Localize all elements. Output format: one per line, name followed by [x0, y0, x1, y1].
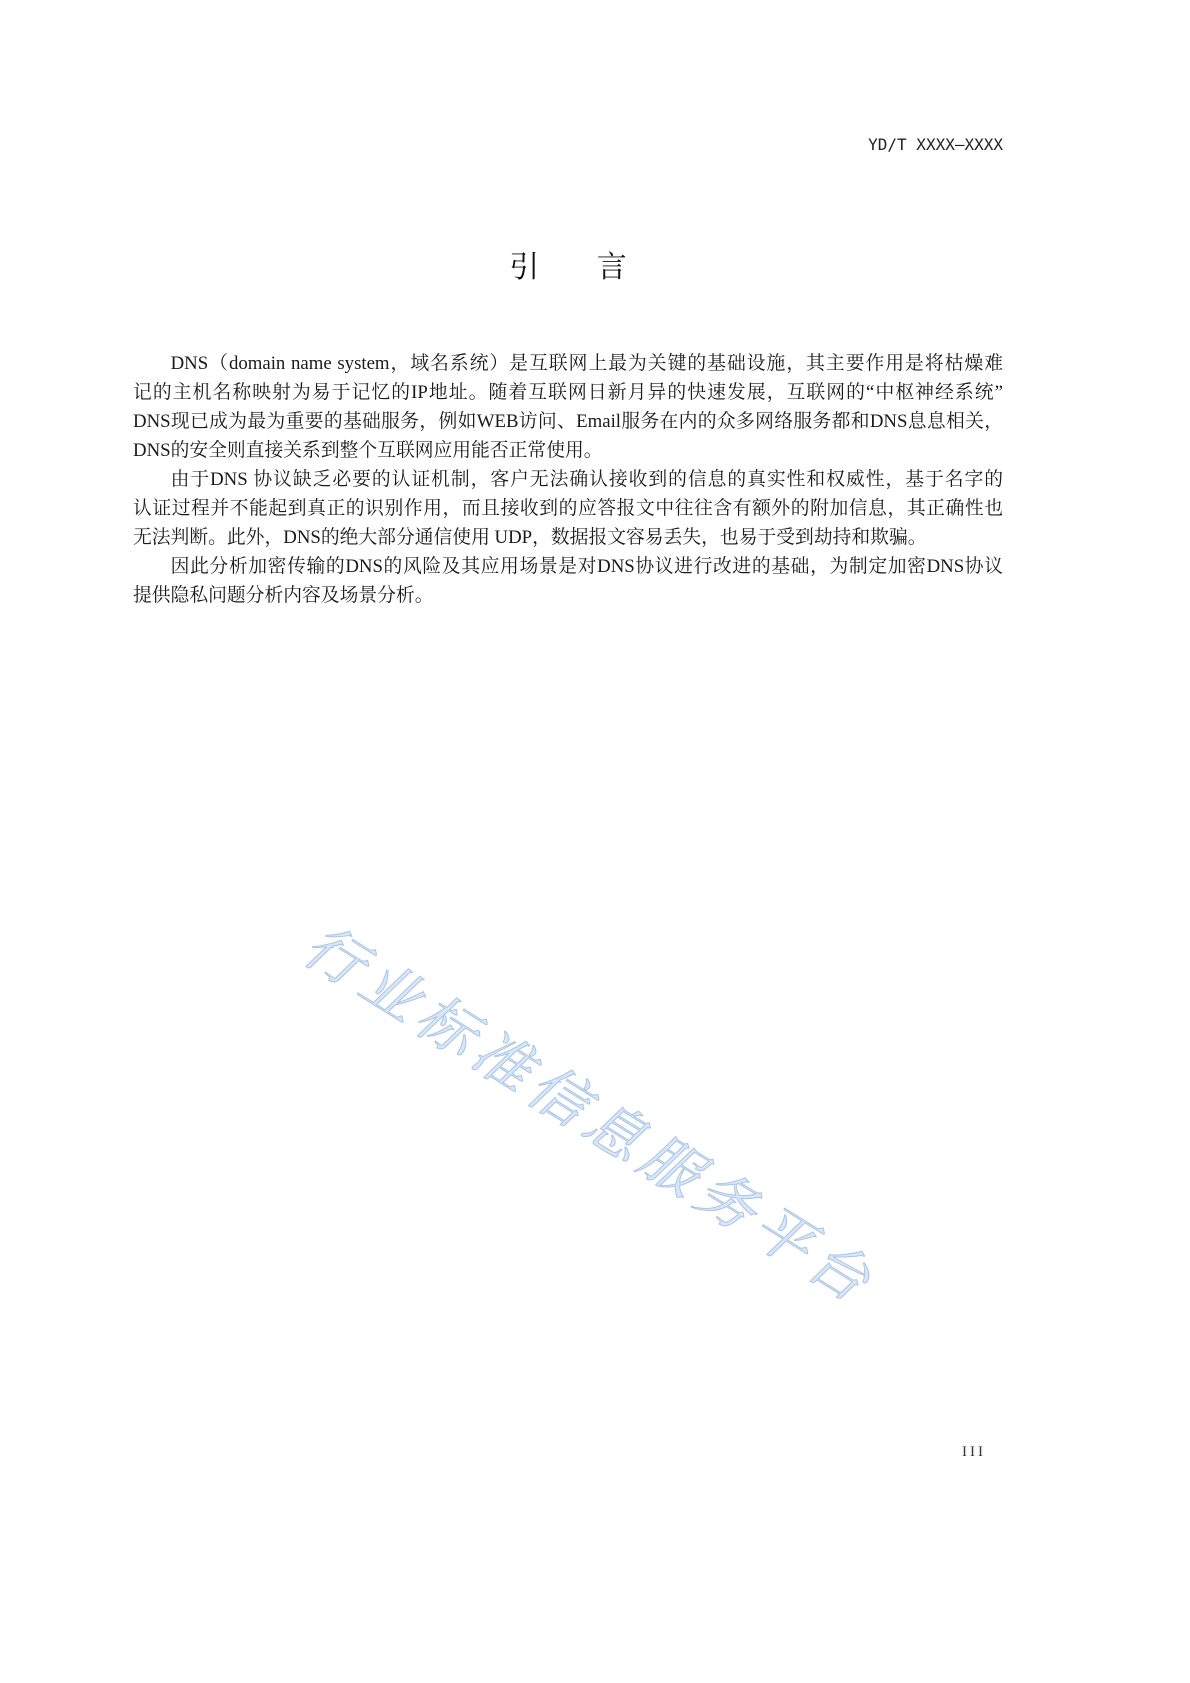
text-line: 由于DNS 协议缺乏必要的认证机制，客户无法确认接收到的信息的真实性和权威性，基于名字的: [170, 469, 1003, 490]
text-line: 记的主机名称映射为易于记忆的IP地址。随着互联网日新月异的快速发展，互联网的“中枢神经系统”: [133, 382, 1003, 403]
text-line: 提供隐私问题分析内容及场景分析。: [133, 585, 434, 606]
introduction-body: [133, 349, 1003, 610]
text-line: DNS的安全则直接关系到整个互联网应用能否正常使用。: [133, 440, 603, 461]
text-line: 因此分析加密传输的DNS的风险及其应用场景是对DNS协议进行改进的基础，为制定加密DNS协议: [170, 556, 1003, 577]
paragraph-3: [133, 552, 1003, 610]
text-line: DNS（domain name system，域名系统）是互联网上最为关键的基础设施，其主要作用是将枯燥难: [170, 353, 1003, 374]
watermark: 行业标准信息服务平台: [292, 911, 888, 1319]
text-line: DNS现已成为最为重要的基础服务，例如WEB访问、Email服务在内的众多网络服务都和DNS息息相关，: [133, 411, 1003, 432]
page-title: 引 言: [509, 250, 651, 285]
page-number: III: [962, 1444, 986, 1460]
paragraph-2: [133, 465, 1003, 552]
text-line: 无法判断。此外，DNS的绝大部分通信使用 UDP，数据报文容易丢失，也易于受到劫持和欺骗。: [133, 527, 927, 548]
standard-code-header: YD/T XXXX—XXXX: [868, 135, 1003, 154]
text-line: 认证过程并不能起到真正的识别作用，而且接收到的应答报文中往往含有额外的附加信息，其正确性也: [133, 498, 1003, 519]
paragraph-1: [133, 349, 1003, 465]
